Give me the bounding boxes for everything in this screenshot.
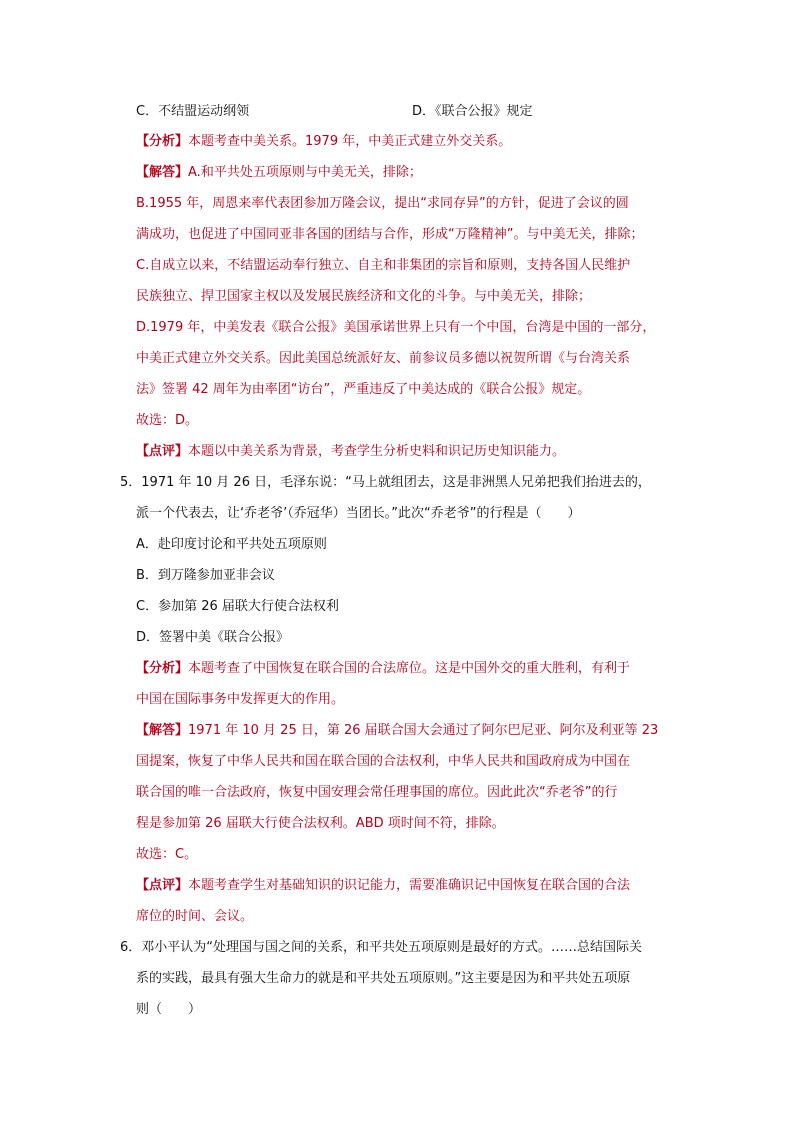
q5-option-a: A．赴印度讨论和平共处五项原则 xyxy=(136,537,327,552)
prev-option-c: C．不结盟运动纲领 xyxy=(136,104,250,119)
analysis-tag: 【分析】 xyxy=(136,661,189,676)
comment-tag: 【点评】 xyxy=(136,878,189,893)
q4-answer-first-line xyxy=(136,163,422,183)
analysis-line: 中国在国际事务中发挥更大的作用。 xyxy=(136,692,345,707)
answer-tag: 【解答】 xyxy=(136,165,189,180)
analysis-line: 本题考查了中国恢复在联合国的合法席位。这是中国外交的重大胜利，有利于 xyxy=(188,661,631,676)
answer-line: 民族独立、捍卫国家主权以及发展民族经济和文化的斗争。与中美无关，排除； xyxy=(136,289,592,304)
q6-stem-line: 则（ ） xyxy=(136,1002,202,1017)
q5-option-d: D．签署中美《联合公报》 xyxy=(136,630,290,645)
q5-stem-line: 5．1971 年 10 月 26 日，毛泽东说：“马上就组团去，这是非洲黑人兄弟把我们抬进去的， xyxy=(120,475,651,490)
answer-line: D.1979 年，中美发表《联合公报》美国承诺世界上只有一个中国，台湾是中国的一部分， xyxy=(136,320,656,335)
comment-text: 本题以中美关系为背景，考查学生分析史料和识记历史知识能力。 xyxy=(188,444,566,459)
prev-option-d: D．《联合公报》规定 xyxy=(412,104,533,119)
answer-line: 法》签署 42 周年为由率团“访台”，严重违反了中美达成的《联合公报》规定。 xyxy=(136,382,591,397)
answer-line: 国提案，恢复了中华人民共和国在联合国的合法权利，中华人民共和国政府成为中国在 xyxy=(136,754,631,769)
q5-analysis xyxy=(136,659,630,679)
analysis-tag: 【分析】 xyxy=(136,134,189,149)
comment-tag: 【点评】 xyxy=(136,444,189,459)
q5-comment xyxy=(136,876,630,896)
q4-choice: 故选：D。 xyxy=(136,413,199,428)
q6-stem-line: 系的实践，最具有强大生命力的就是和平共处五项原则。”这主要是因为和平共处五项原 xyxy=(136,971,631,986)
answer-line: C.自成立以来，不结盟运动奉行独立、自主和非集团的宗旨和原则，支持各国人民维护 xyxy=(136,258,631,273)
answer-line: B.1955 年，周恩来率代表团参加万隆会议，提出“求同存异”的方针，促进了会议的圆 xyxy=(136,196,629,211)
q5-option-c: C．参加第 26 届联大行使合法权利 xyxy=(136,599,339,614)
q5-option-b: B．到万隆参加亚非会议 xyxy=(136,568,275,583)
analysis-text: 本题考查中美关系。1979 年，中美正式建立外交关系。 xyxy=(188,134,512,149)
q6-stem-line: 6．邓小平认为“处理国与国之间的关系，和平共处五项原则是最好的方式。……总结国际关 xyxy=(120,940,643,955)
answer-line: 满成功，也促进了中国同亚非各国的团结与合作，形成“万隆精神”。与中美无关，排除； xyxy=(136,227,644,242)
q4-comment xyxy=(136,442,565,462)
answer-line: 联合国的唯一合法政府，恢复中国安理会常任理事国的席位。因此此次“乔老爷”的行 xyxy=(136,785,618,800)
answer-tag: 【解答】 xyxy=(136,723,189,738)
answer-line: 程是参加第 26 届联大行使合法权利。ABD 项时间不符，排除。 xyxy=(136,816,505,831)
answer-line: 1971 年 10 月 25 日，第 26 届联合国大会通过了阿尔巴尼亚、阿尔及利亚等 23 xyxy=(188,723,659,738)
comment-line: 本题考查学生对基础知识的识记能力，需要准确识记中国恢复在联合国的合法 xyxy=(188,878,631,893)
q4-analysis xyxy=(136,132,511,152)
comment-line: 席位的时间、会议。 xyxy=(136,909,254,924)
q5-stem-line: 派一个代表去，让‘乔老爷’（乔冠华）当团长。”此次“乔老爷”的行程是（ ） xyxy=(136,506,581,521)
answer-line: 中美正式建立外交关系。因此美国总统派好友、前参议员多德以祝贺所谓《与台湾关系 xyxy=(136,351,631,366)
q5-choice: 故选：C。 xyxy=(136,847,198,862)
answer-line: A.和平共处五项原则与中美无关，排除； xyxy=(188,165,422,180)
q5-answer-first-line xyxy=(136,721,658,741)
